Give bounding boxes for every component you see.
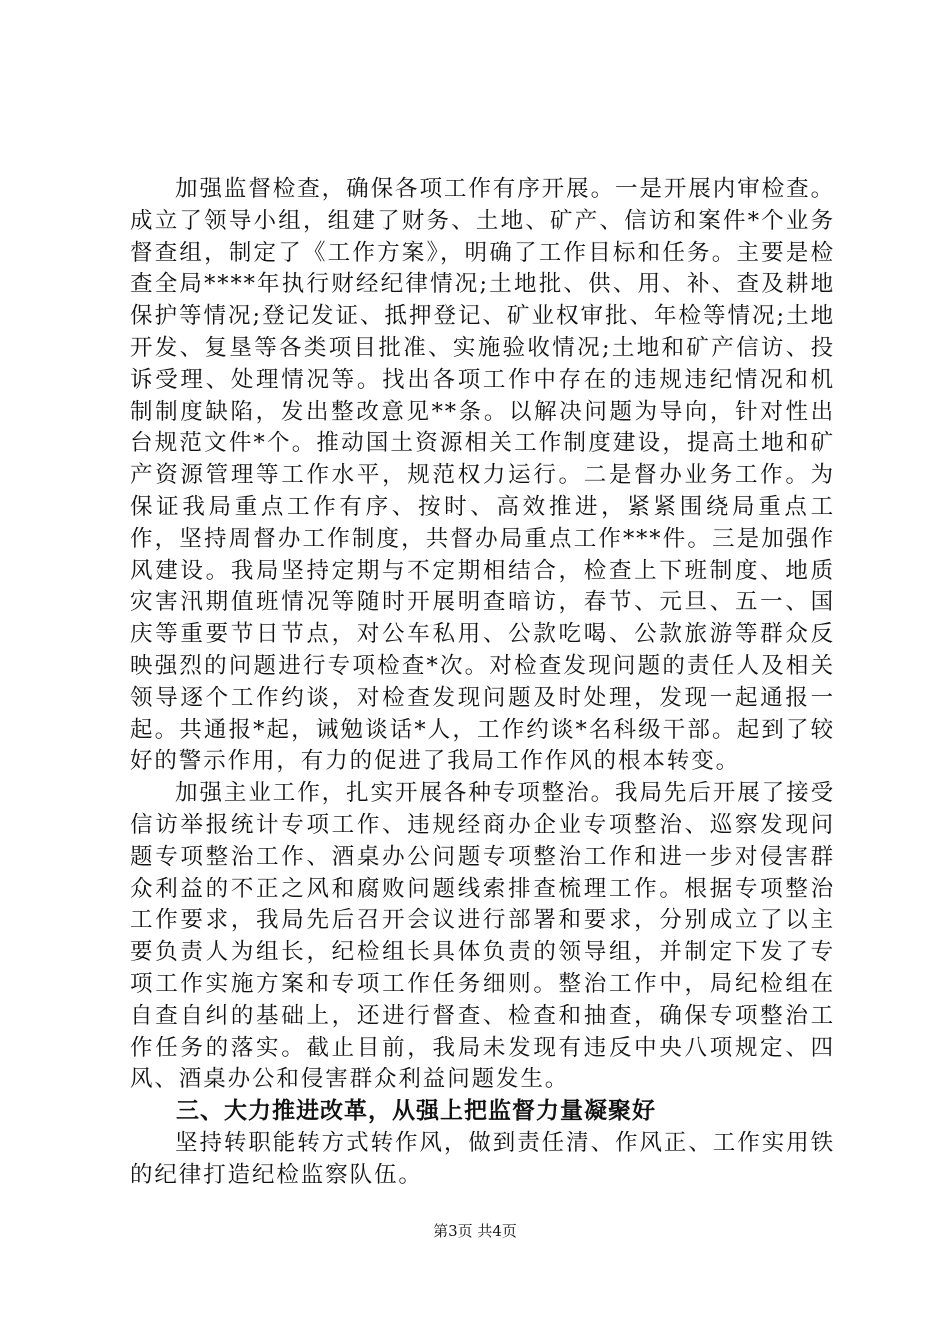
paragraph-supervision: 加强监督检查，确保各项工作有序开展。一是开展内审检查。成立了领导小组，组建了财务、土地、矿产、信访和案件*个业务督查组，制定了《工作方案》，明确了工作目标和任务。主要是检查全局****年执行财经纪律情况;土地批、供、用、补、查及耕地保护等情况;登记发证、抵押登记、矿业权审批、年检等情况;土地开发、复垦等各类项目批准、实施验收情况;土地和矿产信访、投诉受理、处理情况等。找出各项工作中存在的违规违纪情况和机制制度缺陷，发出整改意见**条。以解决问题为导向，针对性出台规范文件*个。推动国土资源相关工作制度建设，提高土地和矿产资源管理等工作水平，规范权力运行。二是督办业务工作。为保证我局重点工作有序、按时、高效推进，紧紧围绕局重点工作，坚持周督办工作制度，共督办局重点工作***件。三是加强作风建设。我局坚持定期与不定期相结合，检查上下班制度、地质灾害汛期值班情况等随时开展明查暗访，春节、元旦、五一、国庆等重要节日节点，对公车私用、公款吃喝、公款旅游等群众反映强烈的问题进行专项检查*次。对检查发现问题的责任人及相关领导逐个工作约谈，对检查发现问题及时处理，发现一起通报一起。共通报*起，诫勉谈话*人，工作约谈*名科级干部。起到了较好的警示作用，有力的促进了我局工作作风的根本转变。 — [130, 176, 835, 775]
page-number-footer: 第3页 共4页 — [433, 1222, 517, 1240]
paragraph-closing: 坚持转职能转方式转作风，做到责任清、作风正、工作实用铁的纪律打造纪检监察队伍。 — [130, 1129, 835, 1188]
section-heading: 三、大力推进改革，从强上把监督力量凝聚好 — [176, 1098, 656, 1125]
paragraph-special-rectification: 加强主业工作，扎实开展各种专项整治。我局先后开展了接受信访举报统计专项工作、违规经商办企业专项整治、巡察发现问题专项整治工作、酒桌办公问题专项整治工作和进一步对侵害群众利益的不正之风和腐败问题线索排查梳理工作。根据专项整治工作要求，我局先后召开会议进行部署和要求，分别成立了以主要负责人为组长，纪检组长具体负责的领导组，并制定下发了专项工作实施方案和专项工作任务细则。整治工作中，局纪检组在自查自纠的基础上，还进行督查、检查和抽查，确保专项整治工作任务的落实。截止目前，我局未发现有违反中央八项规定、四风、酒桌办公和侵害群众利益问题发生。 — [130, 780, 835, 1093]
document-body — [130, 174, 835, 1192]
